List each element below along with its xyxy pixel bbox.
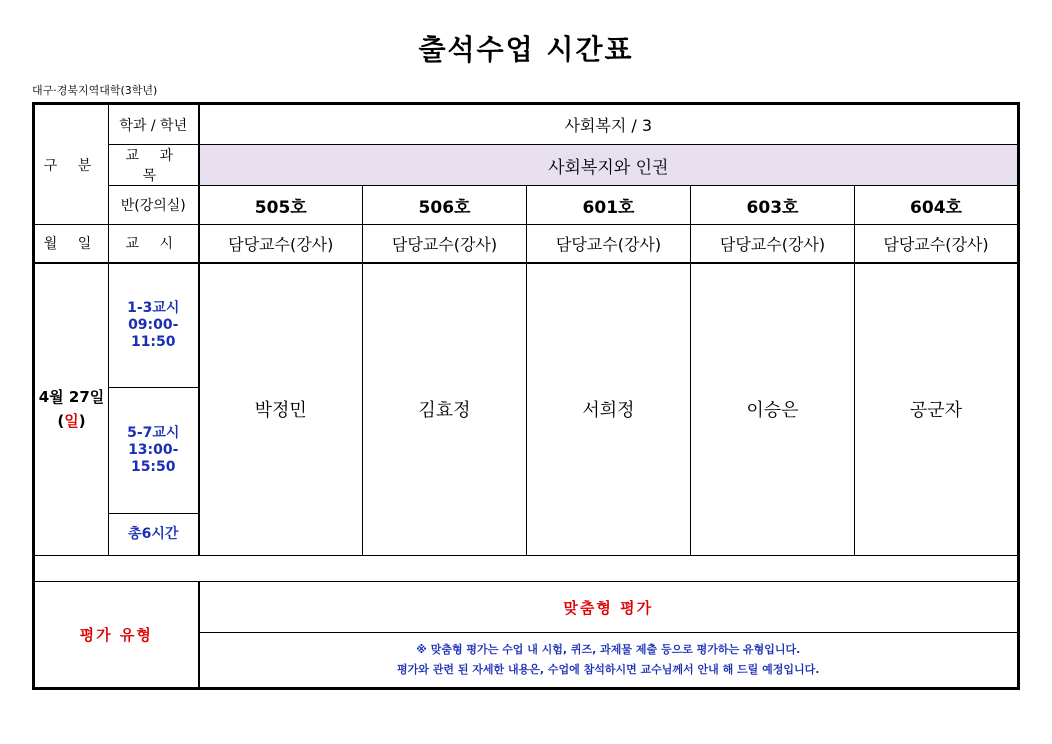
evaluation-label: 평가 유형: [34, 582, 199, 689]
instructor-603: 이승은: [691, 263, 855, 556]
period-morning-label: 1-3교시: [127, 299, 180, 316]
evaluation-note-line1: ※ 맞춤형 평가는 수업 내 시험, 퀴즈, 과제물 제출 등으로 평가하는 유형입니다.: [416, 643, 801, 656]
period-morning: [109, 263, 199, 388]
instructor-505: 박정민: [199, 263, 363, 556]
instructor-601: 서희정: [527, 263, 691, 556]
role-505: 담당교수(강사): [199, 225, 363, 263]
subject-label: 교 과 목: [109, 145, 199, 186]
instructor-506: 김효정: [363, 263, 527, 556]
campus-subtitle: 대구·경북지역대학(3학년): [32, 84, 158, 97]
page-title: 출석수업 시간표: [418, 33, 634, 66]
total-hours: 총6시간: [109, 514, 199, 556]
class-room-label: 반(강의실): [109, 186, 199, 225]
role-506: 담당교수(강사): [363, 225, 527, 263]
paren-close: ): [78, 412, 86, 431]
role-601: 담당교수(강사): [527, 225, 691, 263]
evaluation-note: [199, 633, 1019, 689]
role-603: 담당교수(강사): [691, 225, 855, 263]
timetable: [32, 102, 1020, 690]
instructor-604: 공군자: [855, 263, 1019, 556]
room-505: 505호: [199, 186, 363, 225]
period-label: 교 시: [109, 225, 199, 263]
room-603: 603호: [691, 186, 855, 225]
room-604: 604호: [855, 186, 1019, 225]
room-601: 601호: [527, 186, 691, 225]
period-morning-time: 09:00-11:50: [128, 316, 179, 350]
month-day-label: 월 일: [34, 225, 109, 263]
spacer-row: [34, 556, 1019, 582]
date-weekday-line: [35, 409, 108, 433]
category-label: 구 분: [34, 104, 109, 225]
period-afternoon: [109, 388, 199, 514]
weekday: 일: [64, 412, 79, 431]
subject-value: 사회복지와 인권: [199, 145, 1019, 186]
date-main: 4월 27일: [38, 388, 105, 407]
paren-open: (: [57, 412, 65, 431]
period-afternoon-label: 5-7교시: [127, 425, 180, 441]
evaluation-type: 맞춤형 평가: [199, 582, 1019, 633]
class-date: [34, 263, 109, 556]
dept-grade-value: 사회복지 / 3: [199, 104, 1019, 145]
role-604: 담당교수(강사): [855, 225, 1019, 263]
dept-grade-label: 학과 / 학년: [109, 104, 199, 145]
evaluation-note-line2: 평가와 관련 된 자세한 내용은, 수업에 참석하시면 교수님께서 안내 해 드릴 예정입니다.: [397, 663, 820, 676]
room-506: 506호: [363, 186, 527, 225]
period-afternoon-time: 13:00-15:50: [128, 442, 179, 475]
